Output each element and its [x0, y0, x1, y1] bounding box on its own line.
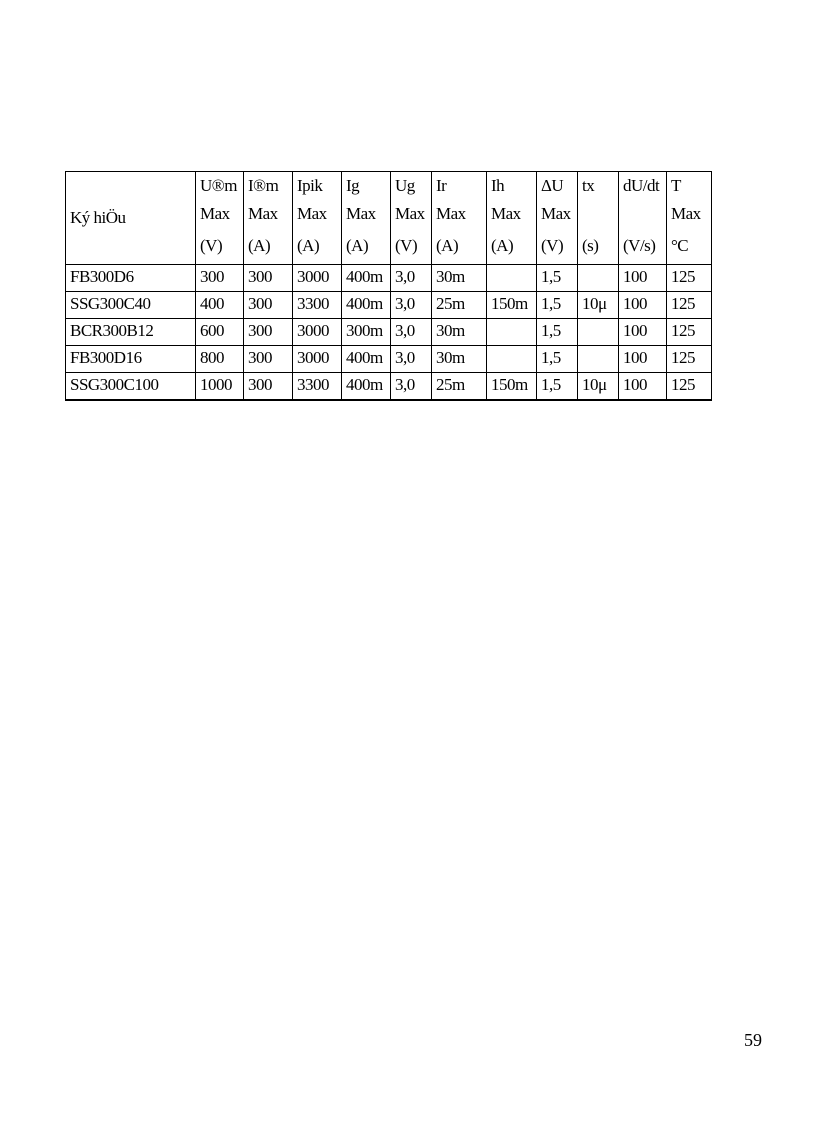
header-text: Ir: [436, 176, 447, 195]
header-text: (V/s): [623, 236, 656, 255]
header-cell-ipik: [293, 172, 342, 265]
table-cell: 400m: [342, 292, 391, 319]
header-cell-ir: [432, 172, 487, 265]
table-cell: 800: [196, 346, 244, 373]
table-cell: 30m: [432, 346, 487, 373]
table-cell: 3300: [293, 292, 342, 319]
header-cell-ug: [391, 172, 432, 265]
table-cell: 400: [196, 292, 244, 319]
header-text: Ug: [395, 176, 415, 195]
table-cell: 400m: [342, 346, 391, 373]
table-cell: 150m: [487, 292, 537, 319]
table-cell: 300m: [342, 319, 391, 346]
header-text: Max: [346, 204, 376, 223]
header-text: Max: [395, 204, 425, 223]
table-row: [66, 319, 712, 346]
table-cell: 125: [667, 265, 712, 292]
header-text: [623, 198, 663, 230]
header-text: Max: [541, 204, 571, 223]
table-cell: 10μ: [578, 373, 619, 401]
table-row: [66, 292, 712, 319]
table-cell: 30m: [432, 265, 487, 292]
thyristor-spec-table: [65, 171, 712, 401]
table-cell: 100: [619, 319, 667, 346]
table-cell: 400m: [342, 265, 391, 292]
header-text: (A): [491, 236, 514, 255]
table-cell: 1,5: [537, 319, 578, 346]
table-cell: 3,0: [391, 265, 432, 292]
header-text: T: [671, 176, 681, 195]
table-cell: 600: [196, 319, 244, 346]
table-cell: [487, 265, 537, 292]
header-cell-u-dm: [196, 172, 244, 265]
table-cell: 300: [244, 292, 293, 319]
header-text: Max: [436, 204, 466, 223]
header-text: U®m: [200, 176, 237, 195]
table-cell: 100: [619, 292, 667, 319]
header-cell-ih: [487, 172, 537, 265]
table-cell: 300: [244, 265, 293, 292]
table-cell: 1,5: [537, 373, 578, 401]
header-text: Ký hiÖu: [70, 208, 126, 228]
header-text: (s): [582, 236, 599, 255]
header-text: ΔU: [541, 176, 564, 195]
header-text: I®m: [248, 176, 279, 195]
table-cell: 150m: [487, 373, 537, 401]
header-text: Max: [200, 204, 230, 223]
cell-symbol: SSG300C100: [66, 373, 196, 401]
table-cell: [578, 346, 619, 373]
cell-symbol: BCR300B12: [66, 319, 196, 346]
header-text: tx: [582, 176, 595, 195]
header-text: (V): [395, 236, 418, 255]
header-text: (A): [248, 236, 271, 255]
header-text: Max: [671, 204, 701, 223]
table-cell: 100: [619, 373, 667, 401]
header-text: dU/dt: [623, 176, 660, 195]
table-cell: 30m: [432, 319, 487, 346]
table-row: [66, 373, 712, 401]
table-cell: 125: [667, 292, 712, 319]
cell-symbol: FB300D6: [66, 265, 196, 292]
table-cell: 300: [196, 265, 244, 292]
header-text: Max: [248, 204, 278, 223]
table-cell: 3000: [293, 265, 342, 292]
cell-symbol: SSG300C40: [66, 292, 196, 319]
cell-symbol: FB300D16: [66, 346, 196, 373]
table-cell: [578, 265, 619, 292]
table-cell: 25m: [432, 373, 487, 401]
header-cell-delta-u: [537, 172, 578, 265]
header-text: (A): [346, 236, 369, 255]
header-text: Ig: [346, 176, 360, 195]
table-row: [66, 265, 712, 292]
header-text: (A): [297, 236, 320, 255]
header-cell-symbol: [66, 172, 196, 265]
header-cell-tx: [578, 172, 619, 265]
table-cell: 1,5: [537, 292, 578, 319]
table-cell: 3,0: [391, 373, 432, 401]
table-header-row: [66, 172, 712, 265]
table-cell: 300: [244, 346, 293, 373]
table-cell: 125: [667, 319, 712, 346]
table-cell: [487, 346, 537, 373]
header-cell-t: [667, 172, 712, 265]
table-cell: 3000: [293, 346, 342, 373]
table-cell: 3,0: [391, 346, 432, 373]
table-cell: 3,0: [391, 319, 432, 346]
table-cell: 3300: [293, 373, 342, 401]
table-cell: 10μ: [578, 292, 619, 319]
header-text: (V): [200, 236, 223, 255]
header-text: Ih: [491, 176, 505, 195]
table-cell: 25m: [432, 292, 487, 319]
header-cell-ig: [342, 172, 391, 265]
table-cell: [578, 319, 619, 346]
header-text: (A): [436, 236, 459, 255]
table-cell: 300: [244, 373, 293, 401]
table-cell: 125: [667, 373, 712, 401]
header-cell-i-dm: [244, 172, 293, 265]
table-cell: 100: [619, 265, 667, 292]
table-cell: 1,5: [537, 265, 578, 292]
table-cell: 100: [619, 346, 667, 373]
table-cell: 1000: [196, 373, 244, 401]
header-text: °C: [671, 236, 689, 255]
table-row: [66, 346, 712, 373]
table-cell: 3,0: [391, 292, 432, 319]
table-cell: 400m: [342, 373, 391, 401]
header-text: [582, 198, 615, 230]
page-number: 59: [744, 1030, 762, 1050]
header-cell-du-dt: [619, 172, 667, 265]
table-cell: 3000: [293, 319, 342, 346]
header-text: Ipik: [297, 176, 323, 195]
header-text: Max: [491, 204, 521, 223]
table-cell: 1,5: [537, 346, 578, 373]
header-text: (V): [541, 236, 564, 255]
table-cell: 125: [667, 346, 712, 373]
header-text: Max: [297, 204, 327, 223]
table-cell: [487, 319, 537, 346]
table-cell: 300: [244, 319, 293, 346]
